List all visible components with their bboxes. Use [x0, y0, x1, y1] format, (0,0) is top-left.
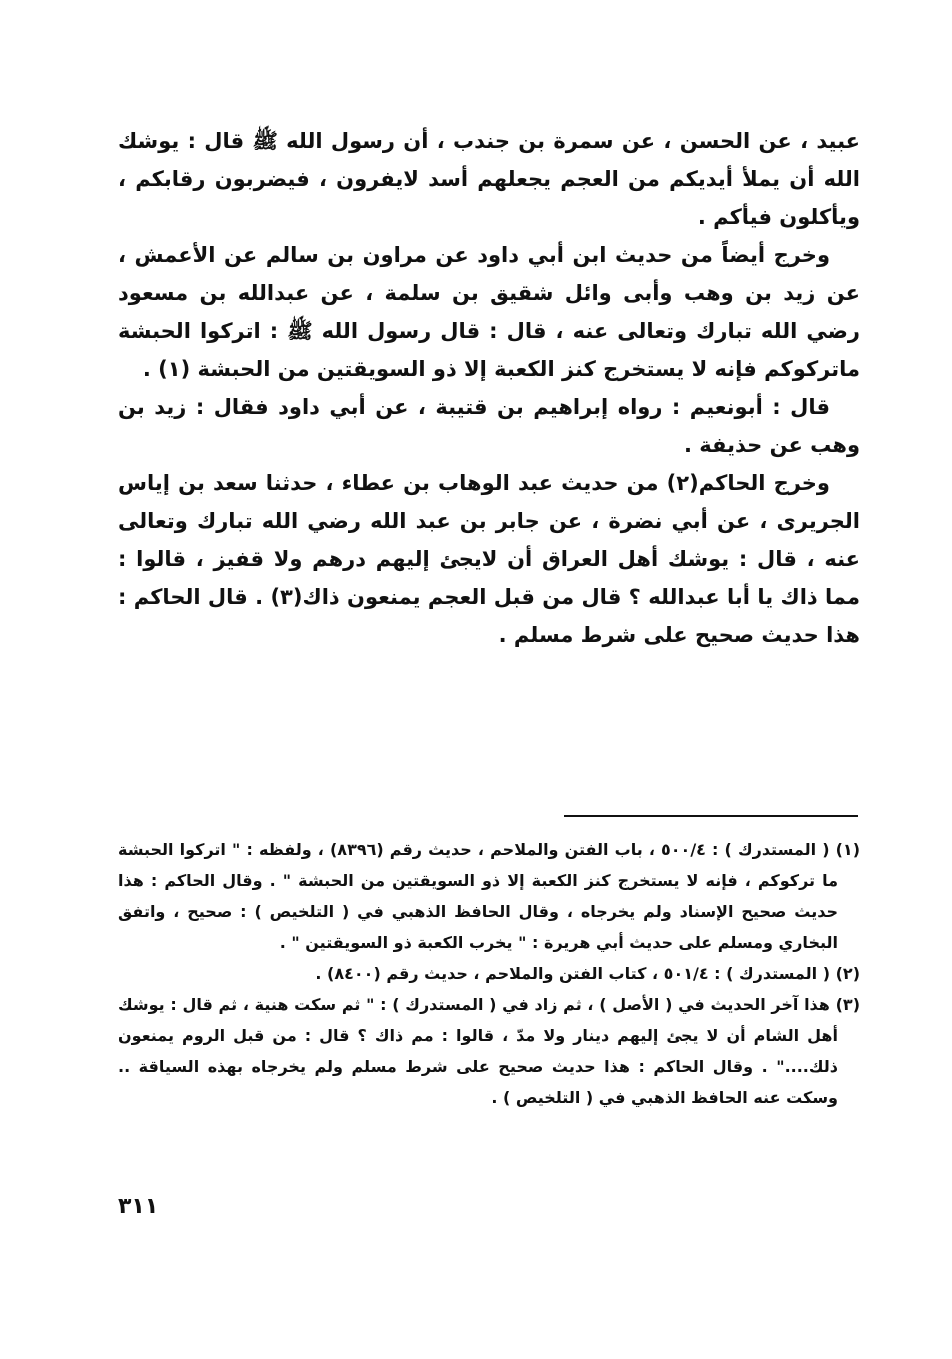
- footnote-2: (٢) ( المستدرك ) : ٥٠١/٤ ، كتاب الفتن والملاحم ، حديث رقم (٨٤٠٠) .: [315, 964, 860, 983]
- page-number: ٣١١: [118, 1194, 159, 1219]
- footnote-1: (١) ( المستدرك ) : ٥٠٠/٤ ، باب الفتن والملاحم ، حديث رقم (٨٣٩٦) ، ولفظه : " اتركوا الحبشة ما تركوكم ، فإنه لا يستخرج كنز الكعبة إلا ذو السويقتين من الحبشة " . وقال الحاكم : هذا حديث صحيح الإسناد ولم يخرجاه ، وقال الحافظ الذهبي في ( التلخيص ) : صحيح ، واتفق البخاري ومسلم على حديث أبي هريرة : " يخرب الكعبة ذو السويقتين " .: [118, 840, 860, 952]
- paragraph-3: قال : أبونعيم : رواه إبراهيم بن قتيبة ، عن أبي داود فقال : زيد بن وهب عن حذيفة .: [118, 395, 860, 457]
- paragraph-4: وخرج الحاكم(٢) من حديث عبد الوهاب بن عطاء ، حدثنا سعد بن إياس الجريرى ، عن أبي نضرة ، عن جابر بن عبد الله رضي الله تبارك وتعالى عنه ، قال : يوشك أهل العراق أن لايجئ إليهم درهم ولا قفيز ، قالوا : مما ذاك يا أبا عبدالله ؟ قال من قبل العجم يمنعون ذاك(٣) . قال الحاكم : هذا حديث صحيح على شرط مسلم .: [118, 471, 860, 647]
- footnotes: [118, 834, 860, 1113]
- main-text: [118, 122, 860, 654]
- paragraph-2: وخرج أيضاً من حديث ابن أبي داود عن مراون بن سالم عن الأعمش ، عن زيد بن وهب وأبى وائل شقيق بن سلمة ، عن عبدالله بن مسعود رضي الله تبارك وتعالى عنه ، قال : قال رسول الله ﷺ : اتركوا الحبشة ماتركوكم فإنه لا يستخرج كنز الكعبة إلا ذو السويقتين من الحبشة (١) .: [118, 243, 860, 381]
- footnote-3: (٣) هذا آخر الحديث في ( الأصل ) ، ثم زاد في ( المستدرك ) : " ثم سكت هنية ، ثم قال : يوشك أهل الشام أن لا يجئ إليهم دينار ولا مدّ ، قالوا : مم ذاك ؟ قال : من قبل الروم يمنعون ذلك...." . وقال الحاكم : هذا حديث صحيح على شرط مسلم ولم يخرجاه بهذه السياقة .. وسكت عنه الحافظ الذهبي في ( التلخيص ) .: [118, 995, 860, 1107]
- footnote-separator: [564, 815, 858, 817]
- paragraph-1: عبيد ، عن الحسن ، عن سمرة بن جندب ، أن رسول الله ﷺ قال : يوشك الله أن يملأ أيديكم من العجم يجعلهم أسد لايفرون ، فيضربون رقابكم ، ويأكلون فيأكم .: [118, 129, 860, 229]
